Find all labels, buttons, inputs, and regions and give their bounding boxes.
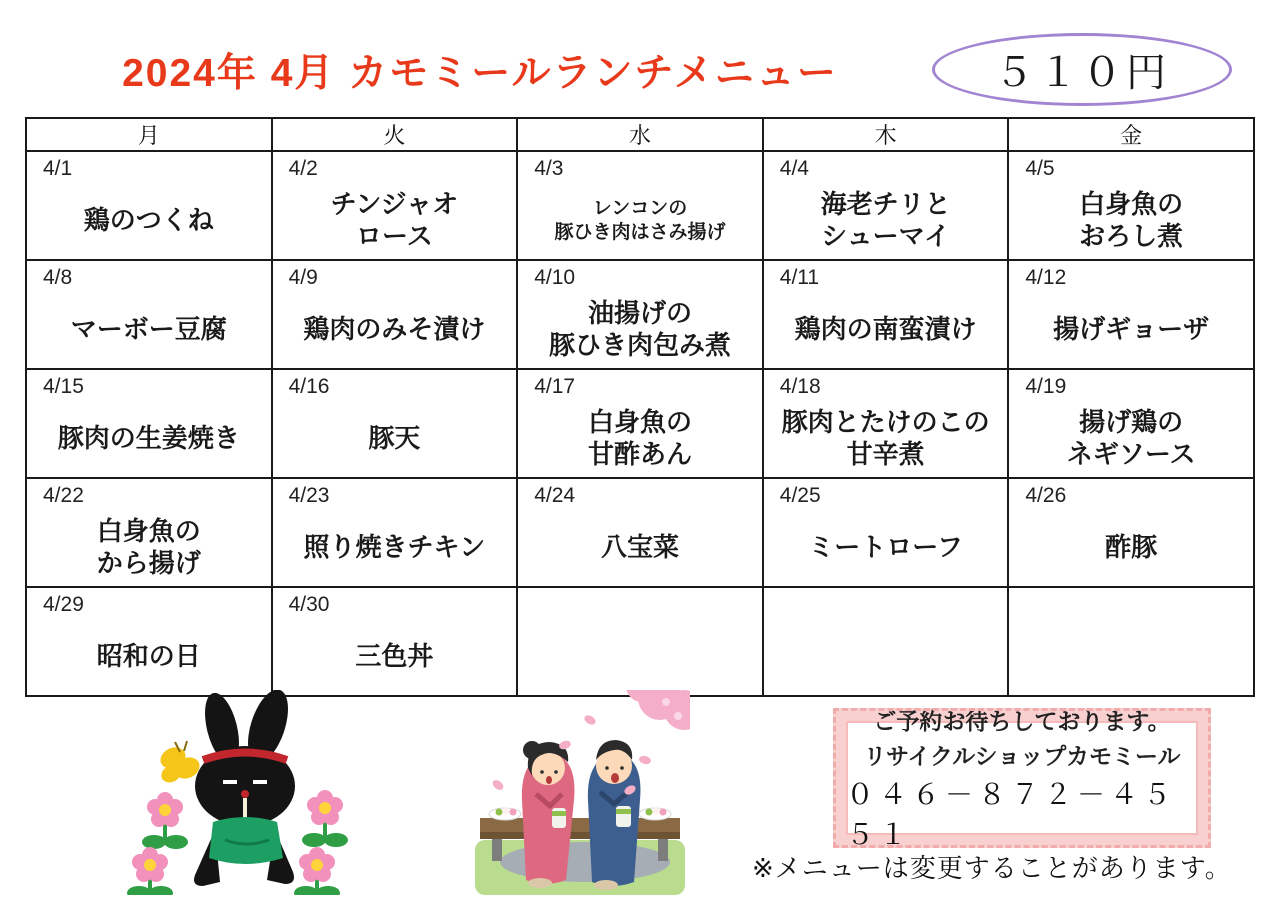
cell-date: 4/12 bbox=[1025, 266, 1067, 289]
cell-menu: 八宝菜 bbox=[600, 531, 679, 562]
phone-number: ０４６－８７２－４５５１ bbox=[846, 779, 1177, 850]
cell-date: 4/29 bbox=[43, 593, 84, 616]
cell-4-11 bbox=[763, 260, 1009, 369]
cell-4-18 bbox=[763, 369, 1009, 478]
cell-date: 4/11 bbox=[779, 266, 820, 289]
cell-menu: 油揚げの 豚ひき肉包み煮 bbox=[548, 298, 731, 360]
menu-calendar bbox=[25, 117, 1255, 697]
weekday-fri: 金 bbox=[1008, 118, 1254, 151]
cell-date: 4/22 bbox=[43, 484, 84, 507]
menu-change-note: ※メニューは変更することがあります。 bbox=[752, 853, 1232, 883]
cell-menu: 白身魚の 甘酢あん bbox=[587, 407, 692, 469]
weekday-thu: 木 bbox=[763, 118, 1009, 151]
cell-4-3 bbox=[517, 151, 763, 260]
week-row-3 bbox=[26, 369, 1254, 478]
cell-date: 4/9 bbox=[288, 266, 318, 289]
cell-menu: 豚天 bbox=[368, 422, 421, 453]
cell-date: 4/8 bbox=[43, 266, 73, 289]
reservation-contact-box bbox=[833, 708, 1211, 848]
reservation-message: ご予約お待ちしております。 bbox=[873, 708, 1171, 734]
cell-empty-wed bbox=[517, 587, 763, 696]
cell-4-25 bbox=[763, 478, 1009, 587]
cell-4-4 bbox=[763, 151, 1009, 260]
woman-in-pink-kimono bbox=[522, 741, 575, 888]
cell-4-2 bbox=[272, 151, 518, 260]
week-row-2 bbox=[26, 260, 1254, 369]
cell-4-1 bbox=[26, 151, 272, 260]
cell-menu: 鶏のつくね bbox=[83, 204, 214, 235]
hanami-couple-illustration bbox=[470, 690, 690, 895]
cell-date: 4/10 bbox=[534, 266, 576, 289]
cell-4-30 bbox=[272, 587, 518, 696]
cell-date: 4/26 bbox=[1025, 484, 1067, 507]
cell-menu: 豚肉とたけのこの 甘辛煮 bbox=[781, 407, 990, 469]
page-title: 2024年 4月 カモミールランチメニュー bbox=[122, 52, 838, 95]
week-row-5 bbox=[26, 587, 1254, 696]
cell-menu: チンジャオ ロース bbox=[330, 189, 459, 251]
price-text: ５１０円 bbox=[994, 51, 1170, 95]
cell-date: 4/5 bbox=[1025, 157, 1055, 180]
cell-date: 4/17 bbox=[534, 375, 576, 398]
cell-4-17 bbox=[517, 369, 763, 478]
cell-menu: 酢豚 bbox=[1105, 531, 1158, 562]
cell-date: 4/23 bbox=[288, 484, 330, 507]
cell-date: 4/30 bbox=[288, 593, 330, 616]
cell-menu: 豚肉の生姜焼き bbox=[57, 422, 240, 453]
week-row-1 bbox=[26, 151, 1254, 260]
cell-date: 4/25 bbox=[779, 484, 821, 507]
man-in-blue-kimono bbox=[588, 740, 641, 890]
cell-menu: 鶏肉の南蛮漬け bbox=[794, 313, 977, 344]
cell-date: 4/24 bbox=[534, 484, 576, 507]
cell-4-12 bbox=[1008, 260, 1254, 369]
weekday-mon: 月 bbox=[26, 118, 272, 151]
rabbit-body bbox=[194, 690, 296, 886]
cell-menu: 鶏肉のみそ漬け bbox=[303, 313, 486, 344]
cell-4-15 bbox=[26, 369, 272, 478]
cell-4-23 bbox=[272, 478, 518, 587]
cell-4-9 bbox=[272, 260, 518, 369]
cell-4-19 bbox=[1008, 369, 1254, 478]
cell-4-5 bbox=[1008, 151, 1254, 260]
cell-date: 4/18 bbox=[779, 375, 821, 398]
price-badge bbox=[932, 33, 1232, 106]
cell-menu: 揚げ鶏の ネギソース bbox=[1066, 407, 1196, 469]
cell-empty-thu bbox=[763, 587, 1009, 696]
cell-menu: 白身魚の から揚げ bbox=[96, 516, 201, 578]
cell-4-29-holiday bbox=[26, 587, 272, 696]
cell-menu: ミートローフ bbox=[808, 531, 963, 562]
cell-date: 4/4 bbox=[779, 157, 809, 180]
cell-4-22 bbox=[26, 478, 272, 587]
cell-menu: 昭和の日 bbox=[96, 640, 201, 671]
cell-menu: 照り焼きチキン bbox=[303, 531, 486, 562]
cell-4-16 bbox=[272, 369, 518, 478]
weekday-wed: 水 bbox=[517, 118, 763, 151]
cell-date: 4/19 bbox=[1025, 375, 1067, 398]
cell-empty-fri bbox=[1008, 587, 1254, 696]
cell-4-8 bbox=[26, 260, 272, 369]
cell-date: 4/15 bbox=[43, 375, 84, 398]
shop-name: リサイクルショップカモミール bbox=[863, 743, 1181, 769]
week-row-4 bbox=[26, 478, 1254, 587]
cell-menu: 三色丼 bbox=[355, 640, 434, 671]
cell-date: 4/2 bbox=[288, 157, 318, 180]
weekday-tue: 火 bbox=[272, 118, 518, 151]
rabbit-mascot-illustration bbox=[125, 690, 370, 895]
cell-date: 4/1 bbox=[43, 157, 73, 180]
cell-menu: 白身魚の おろし煮 bbox=[1079, 189, 1184, 251]
cell-date: 4/3 bbox=[534, 157, 564, 180]
cell-date: 4/16 bbox=[288, 375, 330, 398]
cell-menu: 揚げギョーザ bbox=[1053, 313, 1210, 344]
weekday-header-row bbox=[26, 118, 1254, 151]
cell-4-24 bbox=[517, 478, 763, 587]
cell-menu: マーボー豆腐 bbox=[70, 313, 227, 344]
cell-menu: 海老チリと シューマイ bbox=[820, 189, 951, 251]
cell-4-26 bbox=[1008, 478, 1254, 587]
cell-menu: レンコンの 豚ひき肉はさみ揚げ bbox=[554, 197, 726, 243]
cell-4-10 bbox=[517, 260, 763, 369]
